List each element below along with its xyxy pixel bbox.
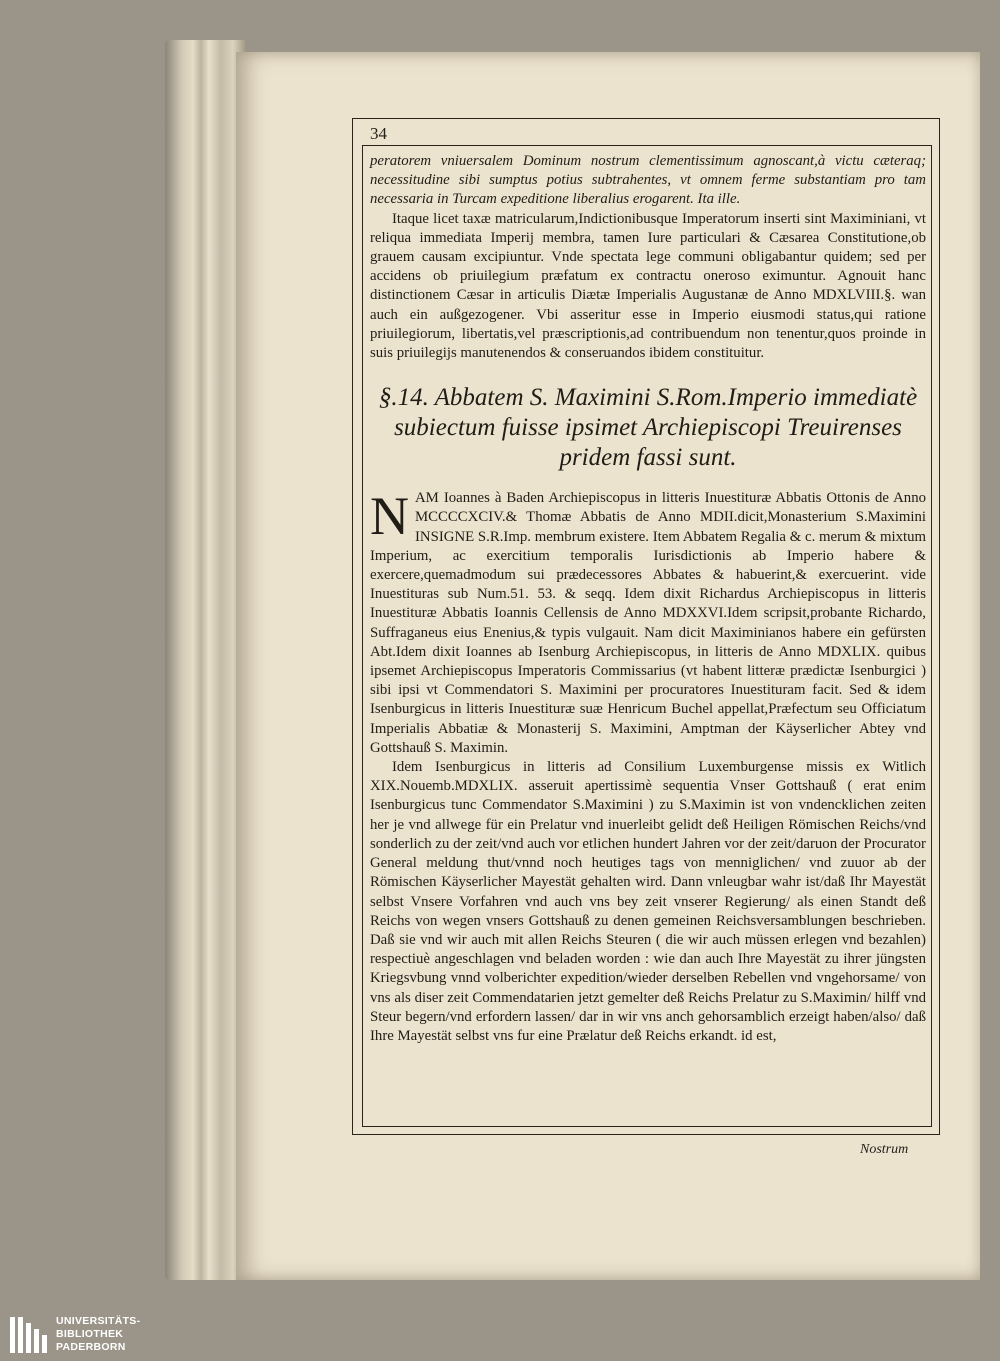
library-name-line-2: BIBLIOTHEK	[56, 1328, 124, 1340]
drop-cap: N	[370, 486, 409, 547]
paragraph-3-text: AM Ioannes à Baden Archiepiscopus in litteris Inuestituræ Abbatis Ottonis de Anno MCCCCXCIV.& Thomæ Abbatis de Anno MDII.dicit,Monasterium S.Maximini INSIGNE S.R.Imp. membrum existere. Item Abbatem Regalia & c. merum & mixtum Imperium, ac exercitium temporalis Iurisdictionis ab Imperio habere & exercere,quemadmodum sui prædecessores Abbates & habuerint,& exercuerint. vide Inuestituras sub Num.51. 53. & seqq. Idem dixit Richardus Archiepiscopus in litteris Inuestituræ Abbatis Ioannis Cellensis de Anno MDXXVI.Idem scripsit,probante Richardo, Suffraganeus eius Enenius,& typis vulgauit. Nam dicit Maximinianos habere ein gefürsten Abt.Idem dixit Ioannes ab Isenburg Archiepiscopus, in litteris de Anno MDXLIX. quibus ipsemet Archiepiscopus Imperatoris Commissarius (vt habent litteræ prædictæ Isenburgici ) sibi ipsi vt Commendatori S. Maximini per procuratores Inuestituram facit. Sed & idem Isenburgicus in litteris Inuestituræ suæ Henricum Buchel appellat,Præfectum seu Officiatum Imperialis Abbatiæ & Monasterij S. Maximini, Amptman der Käyserlicher Abtey vnd Gottshauß S. Maximin.	[370, 490, 926, 756]
section-heading: §.14. Abbatem S. Maximini S.Rom.Imperio immediatè subiectum fuisse ipsimet Archiepiscopi Treuirenses pridem fassi sunt.	[378, 384, 918, 472]
page-text	[370, 152, 926, 1046]
library-name-line-1: UNIVERSITÄTS-	[56, 1315, 141, 1327]
paragraph-2: Itaque licet taxæ matricularum,Indictionibusque Imperatorum inserti sint Maximiniani, vt reliqua immediata Imperij membra, tamen Iure particulari & Cæsarea Constitutione,ob grauem causam excipiuntur. Vnde spectata lege communi obligabantur quidem; sed per accidens ob priuilegium præfatum ex contractu oneroso eximuntur. Agnouit hanc distinctionem Cæsar in articulis Diætæ Imperialis Augustanæ de Anno MDXLVIII.§. wan auch ein außgezogener. Vbi asseritur esse in Imperio eiusmodi status,qui ratione priuilegiorum, libertatis,vel præscriptionis,ad contribuendum non tenentur,quos proinde in suis priuilegijs manutenendos & conseruandos ibidem constituitur.	[370, 210, 926, 362]
paragraph-1: peratorem vniuersalem Dominum nostrum clementissimum agnoscant,à victu cæteraq; necessitudine sibi sumptus potius subtrahentes, vt omnem ferme substantiam pro tam necessaria in Turcam expeditione liberalius erogarent. Ita ille.	[370, 153, 926, 208]
catchword: Nostrum	[860, 1142, 909, 1157]
library-name-line-3: PADERBORN	[56, 1341, 126, 1353]
library-logo-icon	[8, 1315, 50, 1355]
library-logo	[8, 1315, 158, 1355]
book-page-edges	[165, 40, 245, 1280]
paragraph-3	[370, 486, 926, 758]
paragraph-4: Idem Isenburgicus in litteris ad Consilium Luxemburgense missis ex Witlich XIX.Nouemb.MDXLIX. asseruit apertissimè sequentia Vnser Gottshauß ( erat enim Isenburgicus tunc Commendator S.Maximini ) zu S.Maximin ist von vndencklichen zeiten her je vnd allwege für ein Prelatur vnd inuerleibt gelidt deß Heiligen Römischen Reichs/vnd sonderlich zu der zeit/vnd auch vor etlichen hundert Jahren vor der zeit/daruon der Procurator General meldung thut/vnnd noch heutiges tags von menniglichen/ vnd zuuor ab der Römischen Käyserlicher Mayestät gehalten wird. Dann vnleugbar wahr ist/daß Ihr Mayestät selbst Vnsere Vorfahren vnd auch vns bey zeit vnserer Regierung/ als einen Standt deß Reichs von wegen vnsers Gottshauß zu denen gemeinen Reichsversamblungen beschrieben. Daß sie vnd wir auch mit allen Reichs Steuren ( die wir auch müssen erlegen vnd bezahlen) respectiuè angeschlagen vnd beladen worden : wie dan auch Ihre Mayestät zu ihrer jüngsten Kriegsvbung vnnd volberichter expedition/wieder derselben Rebellen vnd vngehorsame/ von vns als diser zeit Commendatarien jetzt gemelter deß Reichs Prelatur zu S.Maximin/ hilff vnd Steur begern/vnd erfordern lassen/ dar in wir vns anch gehorsamblich erzeigt haben/also/ daß Ihre Mayestät selbst vns fur eine Prælatur deß Reichs erkandt. id est,	[370, 759, 926, 1044]
page-number: 34	[370, 124, 387, 143]
library-name	[56, 1315, 140, 1354]
